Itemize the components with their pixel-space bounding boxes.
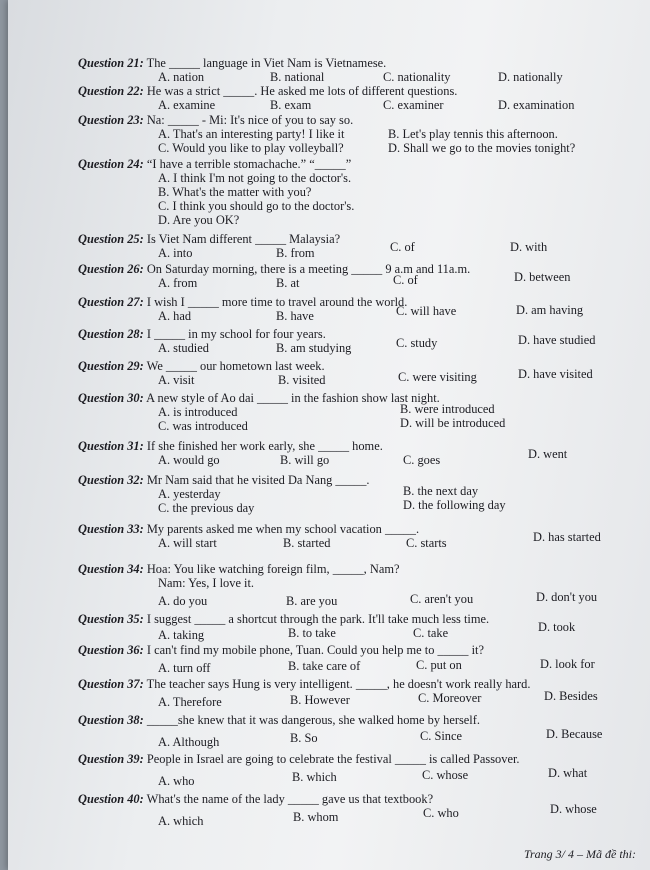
question-stem: We _____ our hometown last week. — [146, 359, 325, 373]
question-label: Question 28: — [78, 327, 144, 341]
question-38 — [78, 713, 638, 749]
question-24 — [78, 157, 638, 227]
option-d: D. examination — [498, 98, 575, 112]
option-c: C. take — [413, 626, 449, 640]
option-a: A. will start — [158, 536, 217, 550]
option-b: B. have — [276, 309, 314, 323]
question-stem: Mr Nam said that he visited Da Nang _____. — [146, 473, 370, 487]
option-d: D. have visited — [518, 367, 593, 381]
option-d: D. nationally — [498, 70, 563, 84]
option-c: C. the previous day — [158, 501, 255, 515]
question-label: Question 34: — [78, 562, 144, 576]
question-label: Question 22: — [78, 84, 144, 98]
option-a: A. I think I'm not going to the doctor's. — [158, 171, 352, 185]
option-c: C. were visiting — [398, 370, 477, 384]
question-label: Question 32: — [78, 473, 144, 487]
option-a: A. taking — [158, 628, 205, 642]
option-d: D. will be introduced — [400, 416, 506, 430]
question-23 — [78, 113, 638, 155]
question-stem: Na: _____ - Mi: It's nice of you to say so. — [146, 113, 354, 127]
option-c: C. of — [393, 273, 418, 287]
question-label: Question 33: — [78, 522, 144, 536]
question-30 — [78, 391, 638, 433]
question-label: Question 37: — [78, 677, 144, 691]
option-b: B. So — [290, 731, 318, 745]
option-b: B. the next day — [403, 484, 479, 498]
option-a: A. examine — [158, 98, 216, 112]
question-33 — [78, 522, 638, 550]
option-c: C. examiner — [383, 98, 444, 112]
option-c: C. of — [390, 240, 415, 254]
question-27 — [78, 295, 638, 323]
question-stem: The _____ language in Viet Nam is Vietnamese. — [146, 56, 387, 70]
question-26 — [78, 262, 638, 290]
question-label: Question 26: — [78, 262, 144, 276]
question-22 — [78, 84, 638, 112]
option-c: C. Would you like to play volleyball? — [158, 141, 344, 155]
option-c: C. aren't you — [410, 592, 474, 606]
option-a: A. turn off — [158, 661, 211, 675]
question-28 — [78, 327, 638, 355]
question-label: Question 35: — [78, 612, 144, 626]
question-stem: I can't find my mobile phone, Tuan. Could you help me to _____ it? — [146, 643, 484, 657]
question-stem-reply: Nam: Yes, I love it. — [158, 576, 255, 590]
option-d: D. look for — [540, 657, 595, 671]
question-label: Question 25: — [78, 232, 144, 246]
option-b: B. take care of — [288, 659, 361, 673]
question-label: Question 31: — [78, 439, 144, 453]
question-stem: _____she knew that it was dangerous, she walked home by herself. — [146, 713, 480, 727]
option-b: B. from — [276, 246, 315, 260]
option-a: A. nation — [158, 70, 205, 84]
question-stem: I wish I _____ more time to travel around the world. — [146, 295, 408, 309]
question-label: Question 39: — [78, 752, 144, 766]
option-b: B. will go — [280, 453, 330, 467]
option-c: C. Since — [420, 729, 462, 743]
option-c: C. will have — [396, 304, 457, 318]
question-stem: He was a strict _____. He asked me lots of different questions. — [146, 84, 458, 98]
question-31 — [78, 439, 638, 467]
option-c: C. whose — [422, 768, 469, 782]
option-d: D. Besides — [544, 689, 598, 703]
option-b: B. Let's play tennis this afternoon. — [388, 127, 558, 141]
option-d: D. Are you OK? — [158, 213, 240, 227]
option-d: D. have studied — [518, 333, 596, 347]
question-stem: “I have a terrible stomachache.” “_____” — [146, 157, 352, 171]
option-d: D. am having — [516, 303, 584, 317]
option-d: D. Shall we go to the movies tonight? — [388, 141, 576, 155]
option-c: C. I think you should go to the doctor's. — [158, 199, 355, 213]
question-label: Question 38: — [78, 713, 144, 727]
option-c: C. who — [423, 806, 459, 820]
question-label: Question 30: — [78, 391, 144, 405]
question-stem: A new style of Ao dai _____ in the fashion show last night. — [146, 391, 440, 405]
option-d: D. took — [538, 620, 576, 634]
question-36 — [78, 643, 638, 675]
option-b: B. to take — [288, 626, 336, 640]
option-a: A. which — [158, 814, 204, 828]
question-label: Question 24: — [78, 157, 144, 171]
question-25 — [78, 232, 638, 260]
option-c: C. was introduced — [158, 419, 248, 433]
option-b: B. which — [292, 770, 337, 784]
question-label: Question 23: — [78, 113, 144, 127]
option-b: B. were introduced — [400, 402, 495, 416]
question-40 — [78, 792, 638, 828]
option-d: D. the following day — [403, 498, 506, 512]
question-label: Question 36: — [78, 643, 144, 657]
option-d: D. don't you — [536, 590, 598, 604]
option-b: B. started — [283, 536, 331, 550]
question-stem: My parents asked me when my school vacation _____. — [146, 522, 420, 536]
option-a: A. from — [158, 276, 198, 290]
question-label: Question 40: — [78, 792, 144, 806]
question-37 — [78, 677, 638, 709]
option-b: B. am studying — [276, 341, 352, 355]
option-d: D. has started — [533, 530, 601, 544]
option-d: D. whose — [550, 802, 597, 816]
option-b: B. at — [276, 276, 300, 290]
option-d: D. Because — [546, 727, 603, 741]
option-d: D. with — [510, 240, 548, 254]
option-b: B. are you — [286, 594, 338, 608]
option-b: B. visited — [278, 373, 326, 387]
question-stem: If she finished her work early, she _____ home. — [146, 439, 383, 453]
question-21 — [78, 56, 638, 84]
option-c: C. nationality — [383, 70, 451, 84]
page-footer: Trang 3/ 4 – Mã đề thi: — [523, 847, 636, 861]
question-29 — [78, 359, 638, 387]
question-stem: I _____ in my school for four years. — [146, 327, 326, 341]
question-34 — [78, 562, 638, 608]
question-stem: I suggest _____ a shortcut through the park. It'll take much less time. — [146, 612, 490, 626]
option-a: A. who — [158, 774, 195, 788]
option-a: A. studied — [158, 341, 209, 355]
option-b: B. whom — [293, 810, 339, 824]
option-a: A. is introduced — [158, 405, 238, 419]
option-b: B. national — [270, 70, 325, 84]
option-d: D. between — [514, 270, 571, 284]
option-a: A. into — [158, 246, 193, 260]
question-stem: On Saturday morning, there is a meeting _____ 9 a.m and 11a.m. — [146, 262, 471, 276]
question-stem: People in Israel are going to celebrate the festival _____ is called Passover. — [146, 752, 520, 766]
question-label: Question 29: — [78, 359, 144, 373]
question-stem: Hoa: You like watching foreign film, _____, Nam? — [146, 562, 400, 576]
option-c: C. study — [396, 336, 438, 350]
option-c: C. starts — [406, 536, 447, 550]
option-a: A. That's an interesting party! I like it — [158, 127, 345, 141]
question-stem: Is Viet Nam different _____ Malaysia? — [146, 232, 341, 246]
question-stem: The teacher says Hung is very intelligent. _____, he doesn't work really hard. — [146, 677, 531, 691]
option-b: B. exam — [270, 98, 312, 112]
question-39 — [78, 752, 638, 788]
question-stem: What's the name of the lady _____ gave us that textbook? — [146, 792, 434, 806]
option-c: C. put on — [416, 658, 462, 672]
option-c: C. goes — [403, 453, 441, 467]
option-b: B. However — [290, 693, 350, 707]
question-label: Question 21: — [78, 56, 144, 70]
question-35 — [78, 612, 638, 640]
question-label: Question 27: — [78, 295, 144, 309]
exam-page — [8, 0, 650, 870]
option-a: A. visit — [158, 373, 195, 387]
option-a: A. do you — [158, 594, 208, 608]
option-a: A. would go — [158, 453, 220, 467]
option-d: D. went — [528, 447, 568, 461]
option-a: A. Although — [158, 735, 220, 749]
question-32 — [78, 473, 638, 515]
option-b: B. What's the matter with you? — [158, 185, 312, 199]
option-c: C. Moreover — [418, 691, 482, 705]
option-a: A. had — [158, 309, 192, 323]
option-a: A. yesterday — [158, 487, 221, 501]
option-d: D. what — [548, 766, 588, 780]
option-a: A. Therefore — [158, 695, 222, 709]
